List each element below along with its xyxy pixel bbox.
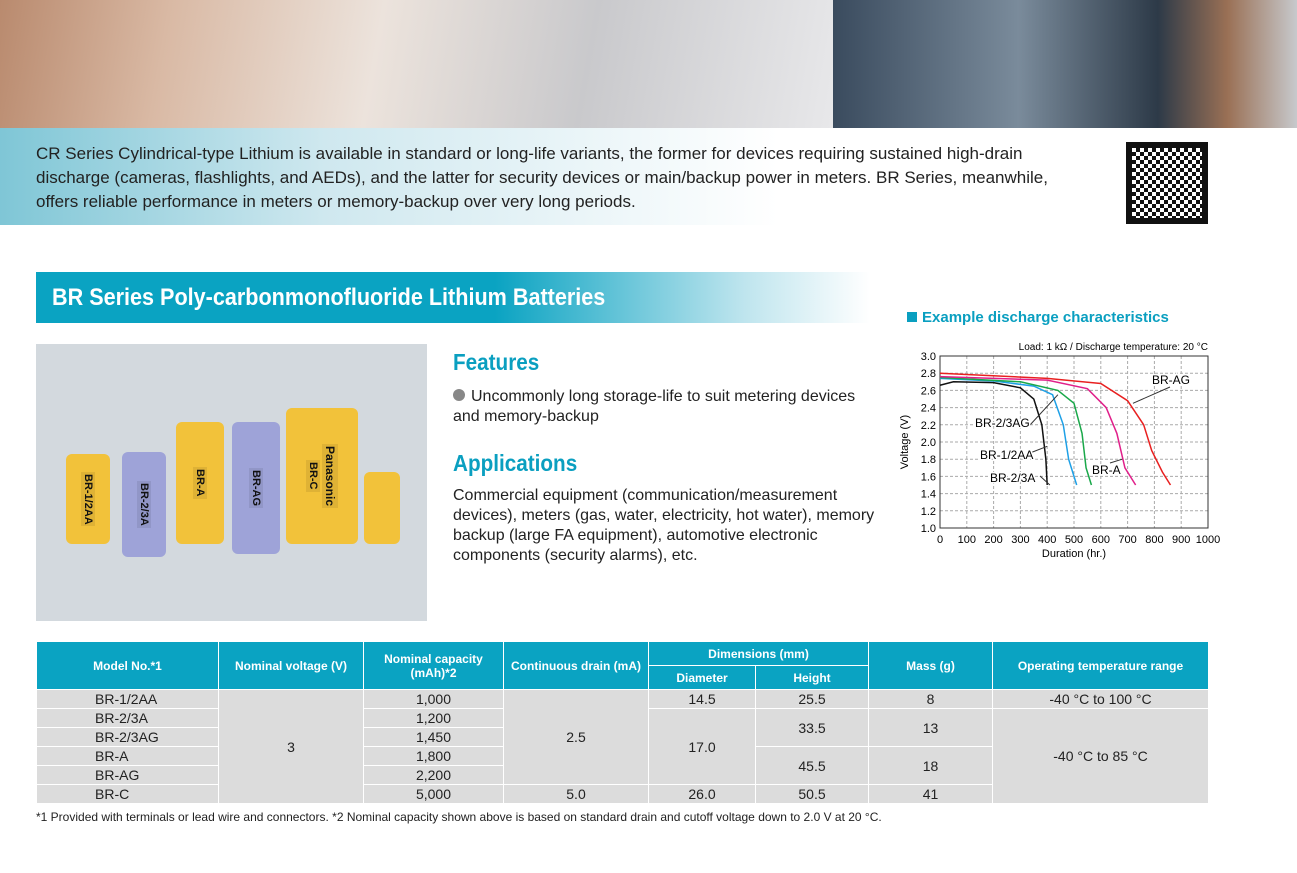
x-tick-label: 0 — [936, 534, 944, 546]
battery-br-c — [286, 408, 358, 544]
label-leader — [1133, 387, 1170, 403]
x-tick-label: 200 — [984, 534, 1003, 546]
section-header — [36, 272, 870, 323]
x-tick-label: 1000 — [1195, 534, 1220, 546]
label-leader — [1040, 476, 1050, 485]
series-label: BR-A — [1092, 463, 1121, 477]
x-tick-label: 300 — [1011, 534, 1030, 546]
cell-diameter: 26.0 — [649, 785, 756, 804]
chart-subtitle: Load: 1 kΩ / Discharge temperature: 20 °C — [1018, 342, 1208, 353]
cell-temp: -40 °C to 85 °C — [993, 709, 1209, 804]
x-tick-label: 100 — [957, 534, 976, 546]
battery-label: BR-2/3A — [138, 483, 150, 526]
y-tick-label: 1.6 — [920, 471, 936, 484]
cell-capacity: 1,800 — [364, 747, 504, 766]
battery-label: BR-1/2AA — [82, 473, 94, 525]
cell-model: BR-AG — [37, 766, 219, 785]
cell-mass: 41 — [869, 785, 993, 804]
series-label: BR-2/3A — [990, 471, 1036, 485]
th-diameter: Diameter — [649, 666, 756, 690]
x-tick-label: 700 — [1118, 534, 1137, 546]
cell-mass: 8 — [869, 690, 993, 709]
y-tick-label: 1.2 — [920, 505, 936, 518]
x-tick-label: 800 — [1145, 534, 1164, 546]
header-photo-factory — [833, 0, 1297, 128]
y-tick-label: 2.8 — [920, 368, 936, 381]
cell-model: BR-2/3A — [37, 709, 219, 728]
cell-diameter: 17.0 — [649, 709, 756, 785]
th-dimensions: Dimensions (mm) — [649, 642, 869, 666]
x-tick-label: 900 — [1172, 534, 1191, 546]
cell-voltage: 3 — [219, 690, 364, 804]
battery-br-23a — [122, 452, 166, 557]
spec-table — [36, 641, 1209, 804]
applications-heading: Applications — [453, 450, 578, 476]
y-tick-label: 1.0 — [920, 523, 936, 535]
series-label: BR-AG — [1152, 373, 1191, 387]
y-tick-label: 2.2 — [920, 419, 936, 432]
y-tick-label: 2.4 — [920, 402, 936, 415]
series-label: BR-1/2AA — [980, 448, 1034, 462]
cell-model: BR-1/2AA — [37, 690, 219, 709]
x-tick-label: 500 — [1064, 534, 1084, 546]
battery-br-a — [176, 422, 224, 544]
features-heading: Features — [453, 349, 540, 375]
battery-label: BR-A — [194, 469, 206, 497]
th-capacity: Nominal capacity (mAh)*2 — [364, 642, 504, 690]
battery-small — [364, 472, 400, 544]
y-tick-label: 2.6 — [920, 385, 936, 398]
table-row — [37, 690, 1209, 709]
x-tick-label: 400 — [1038, 534, 1057, 546]
panasonic-brand-label: Panasonic — [323, 445, 337, 507]
cell-drain: 2.5 — [504, 690, 649, 785]
th-drain: Continuous drain (mA) — [504, 642, 649, 690]
y-axis-label: Voltage (V) — [899, 414, 911, 470]
battery-label: BR-C — [307, 462, 319, 490]
series-label: BR-2/3AG — [975, 416, 1030, 430]
battery-br-ag — [232, 422, 280, 554]
cell-height: 33.5 — [756, 709, 869, 747]
cell-temp: -40 °C to 100 °C — [993, 690, 1209, 709]
th-model: Model No.*1 — [37, 642, 219, 690]
qr-code[interactable] — [1126, 142, 1208, 224]
cell-height: 25.5 — [756, 690, 869, 709]
discharge-chart — [880, 335, 1220, 570]
y-tick-label: 2.0 — [920, 437, 936, 449]
x-tick-label: 600 — [1091, 534, 1110, 546]
y-tick-label: 3.0 — [920, 351, 936, 363]
cell-capacity: 2,200 — [364, 766, 504, 785]
x-axis-label: Duration (hr.) — [1041, 548, 1107, 560]
section-title: BR Series Poly-carbonmonofluoride Lithium Batteries — [52, 284, 606, 311]
cell-capacity: 1,450 — [364, 728, 504, 747]
chart-title: Example discharge characteristics — [907, 309, 1169, 326]
cell-model: BR-2/3AG — [37, 728, 219, 747]
cell-capacity: 1,000 — [364, 690, 504, 709]
cell-model: BR-A — [37, 747, 219, 766]
th-height: Height — [756, 666, 869, 690]
applications-text: Commercial equipment (communication/measurement devices), meters (gas, water, electricity, hot water), memory backup (large FA equipment), automotive electronic components (security alarms), etc. — [453, 487, 875, 564]
cell-diameter: 14.5 — [649, 690, 756, 709]
series-line-br-1-2aa — [940, 378, 1077, 485]
th-temp: Operating temperature range — [993, 642, 1209, 690]
y-tick-label: 1.8 — [920, 454, 936, 467]
intro-strip — [0, 128, 1297, 225]
intro-text: CR Series Cylindrical-type Lithium is available in standard or long-life variants, the former for devices requiring sustained high-drain discharge (cameras, flashlights, and AEDs), and the latter for security devices or main/backup power in meters. BR Series, meanwhile, offers reliable performance in meters or memory-backup over very long periods. — [36, 144, 1048, 211]
bullet-icon — [453, 389, 465, 401]
cell-height: 45.5 — [756, 747, 869, 785]
feature-item: Uncommonly long storage-life to suit metering devices and memory-backup — [453, 388, 856, 425]
cell-model: BR-C — [37, 785, 219, 804]
cell-mass: 13 — [869, 709, 993, 747]
battery-br-12aa — [66, 454, 110, 544]
cell-capacity: 5,000 — [364, 785, 504, 804]
cell-capacity: 1,200 — [364, 709, 504, 728]
th-voltage: Nominal voltage (V) — [219, 642, 364, 690]
cell-height: 50.5 — [756, 785, 869, 804]
cell-mass: 18 — [869, 747, 993, 785]
cell-drain: 5.0 — [504, 785, 649, 804]
y-tick-label: 1.4 — [920, 488, 936, 501]
header-photo-hand — [0, 0, 833, 128]
battery-label: BR-AG — [250, 469, 262, 507]
th-mass: Mass (g) — [869, 642, 993, 690]
series-line-br-2-3ag — [940, 378, 1091, 486]
footnote: *1 Provided with terminals or lead wire and connectors. *2 Nominal capacity shown above is based on standard drain and cutoff voltage down to 2.0 V at 20 °C. — [36, 810, 882, 824]
battery-product-photo — [36, 344, 427, 621]
